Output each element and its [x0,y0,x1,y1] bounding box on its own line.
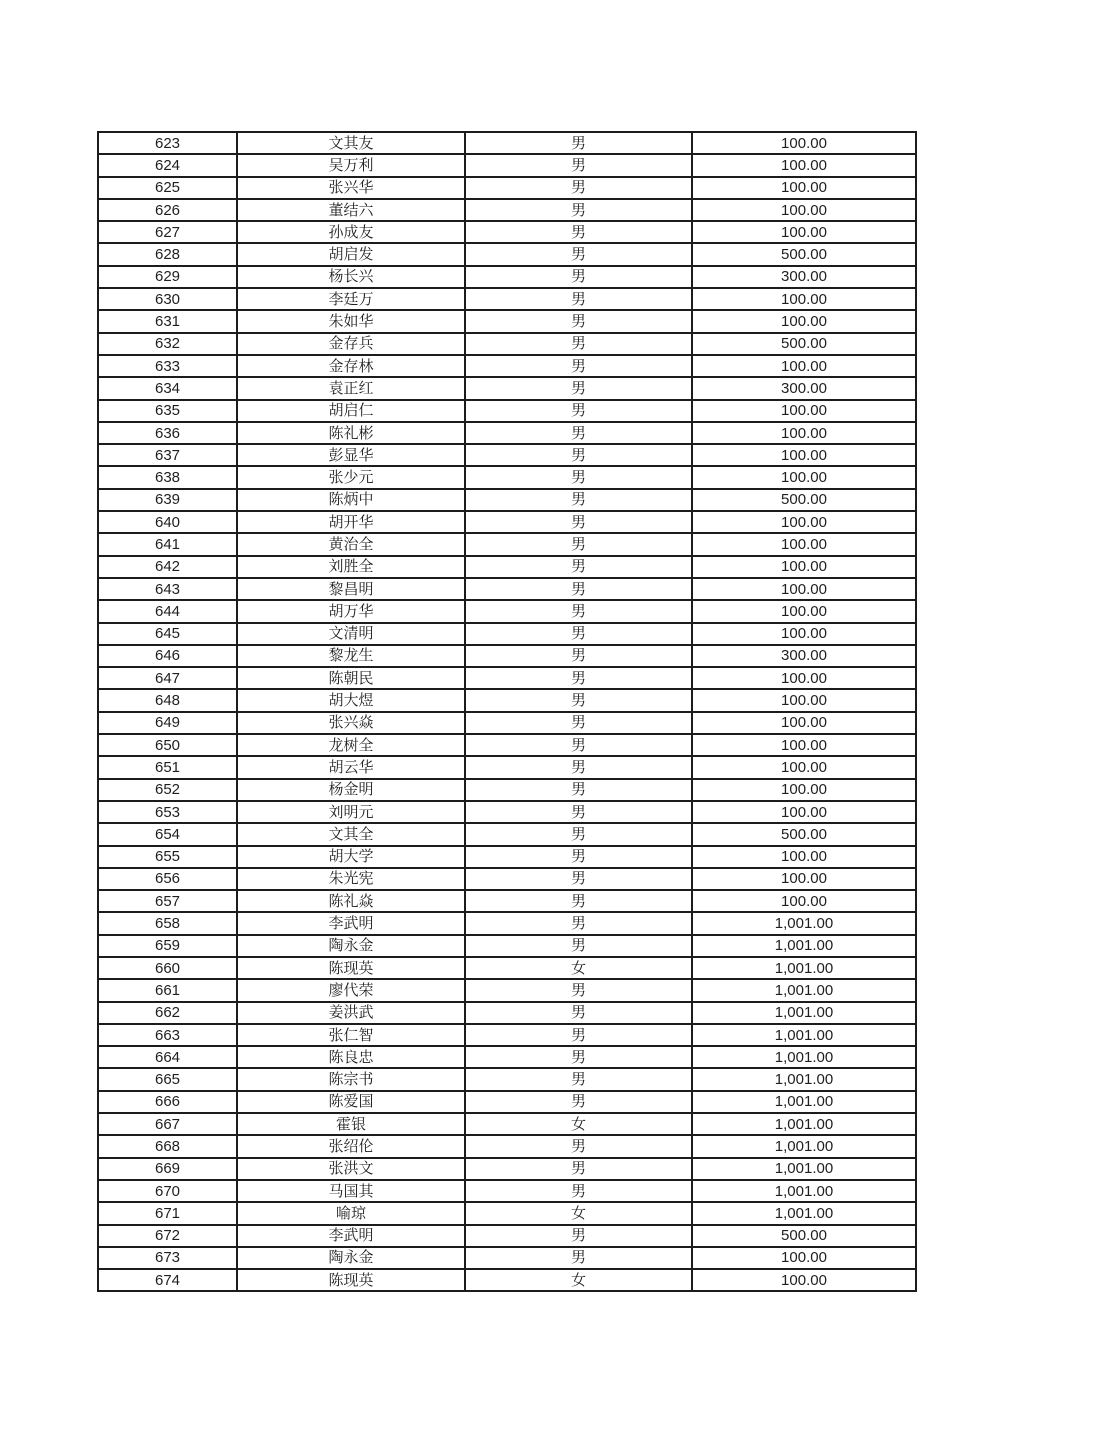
amount-cell: 1,001.00 [692,1068,916,1090]
index-cell: 629 [98,266,237,288]
name-cell: 陈礼焱 [237,890,465,912]
table-row [98,310,916,332]
gender-cell: 男 [465,533,692,555]
name-cell: 胡大学 [237,846,465,868]
gender-cell: 男 [465,868,692,890]
amount-cell: 1,001.00 [692,1180,916,1202]
name-cell: 陈良忠 [237,1046,465,1068]
gender-cell: 男 [465,199,692,221]
name-cell: 朱光宪 [237,868,465,890]
table-row [98,154,916,176]
name-cell: 陈现英 [237,1269,465,1291]
index-cell: 644 [98,600,237,622]
name-cell: 陶永金 [237,1247,465,1269]
name-cell: 李武明 [237,1225,465,1247]
amount-cell: 300.00 [692,377,916,399]
gender-cell: 男 [465,645,692,667]
index-cell: 650 [98,734,237,756]
table-row [98,400,916,422]
table-body [98,132,916,1291]
index-cell: 659 [98,935,237,957]
table-row [98,533,916,555]
gender-cell: 男 [465,221,692,243]
amount-cell: 100.00 [692,444,916,466]
index-cell: 648 [98,689,237,711]
gender-cell: 女 [465,957,692,979]
index-cell: 635 [98,400,237,422]
gender-cell: 男 [465,511,692,533]
amount-cell: 500.00 [692,823,916,845]
table-row [98,511,916,533]
amount-cell: 100.00 [692,177,916,199]
amount-cell: 100.00 [692,667,916,689]
amount-cell: 1,001.00 [692,1091,916,1113]
amount-cell: 100.00 [692,779,916,801]
table-row [98,333,916,355]
name-cell: 董结六 [237,199,465,221]
table-row [98,1002,916,1024]
index-cell: 642 [98,556,237,578]
amount-cell: 100.00 [692,890,916,912]
name-cell: 黄治全 [237,533,465,555]
gender-cell: 男 [465,132,692,154]
table-row [98,1113,916,1135]
amount-cell: 100.00 [692,868,916,890]
index-cell: 625 [98,177,237,199]
name-cell: 金存兵 [237,333,465,355]
index-cell: 662 [98,1002,237,1024]
amount-cell: 500.00 [692,489,916,511]
name-cell: 胡启发 [237,243,465,265]
name-cell: 孙成友 [237,221,465,243]
gender-cell: 男 [465,1024,692,1046]
index-cell: 628 [98,243,237,265]
gender-cell: 男 [465,890,692,912]
index-cell: 651 [98,756,237,778]
amount-cell: 100.00 [692,556,916,578]
name-cell: 陈朝民 [237,667,465,689]
table-row [98,1247,916,1269]
table-row [98,355,916,377]
amount-cell: 100.00 [692,801,916,823]
table-row [98,444,916,466]
name-cell: 廖代荣 [237,979,465,1001]
index-cell: 638 [98,466,237,488]
name-cell: 文其全 [237,823,465,845]
name-cell: 杨金明 [237,779,465,801]
amount-cell: 500.00 [692,1225,916,1247]
table-row [98,1158,916,1180]
name-cell: 霍银 [237,1113,465,1135]
name-cell: 金存林 [237,355,465,377]
name-cell: 胡云华 [237,756,465,778]
index-cell: 627 [98,221,237,243]
table-row [98,1068,916,1090]
index-cell: 654 [98,823,237,845]
name-cell: 马国其 [237,1180,465,1202]
name-cell: 陈爱国 [237,1091,465,1113]
index-cell: 656 [98,868,237,890]
index-cell: 646 [98,645,237,667]
index-cell: 674 [98,1269,237,1291]
name-cell: 张兴华 [237,177,465,199]
table-row [98,489,916,511]
gender-cell: 男 [465,823,692,845]
gender-cell: 男 [465,756,692,778]
gender-cell: 男 [465,578,692,600]
index-cell: 669 [98,1158,237,1180]
amount-cell: 1,001.00 [692,979,916,1001]
gender-cell: 男 [465,444,692,466]
index-cell: 626 [98,199,237,221]
amount-cell: 300.00 [692,645,916,667]
table-row [98,801,916,823]
table-row [98,779,916,801]
gender-cell: 男 [465,266,692,288]
index-cell: 636 [98,422,237,444]
table-row [98,556,916,578]
name-cell: 胡万华 [237,600,465,622]
table-row [98,1202,916,1224]
amount-cell: 500.00 [692,243,916,265]
name-cell: 张少元 [237,466,465,488]
amount-cell: 100.00 [692,846,916,868]
amount-cell: 1,001.00 [692,1024,916,1046]
gender-cell: 男 [465,355,692,377]
gender-cell: 男 [465,333,692,355]
index-cell: 634 [98,377,237,399]
gender-cell: 男 [465,288,692,310]
gender-cell: 男 [465,689,692,711]
name-cell: 陈宗书 [237,1068,465,1090]
name-cell: 姜洪武 [237,1002,465,1024]
gender-cell: 男 [465,1002,692,1024]
amount-cell: 1,001.00 [692,1046,916,1068]
amount-cell: 1,001.00 [692,912,916,934]
table-row [98,1225,916,1247]
amount-cell: 300.00 [692,266,916,288]
gender-cell: 男 [465,912,692,934]
name-cell: 黎昌明 [237,578,465,600]
gender-cell: 男 [465,779,692,801]
amount-cell: 100.00 [692,355,916,377]
table-row [98,578,916,600]
amount-cell: 100.00 [692,533,916,555]
name-cell: 袁正红 [237,377,465,399]
amount-cell: 100.00 [692,578,916,600]
table-row [98,957,916,979]
amount-cell: 1,001.00 [692,1202,916,1224]
gender-cell: 男 [465,1091,692,1113]
amount-cell: 100.00 [692,199,916,221]
name-cell: 胡启仁 [237,400,465,422]
index-cell: 661 [98,979,237,1001]
index-cell: 653 [98,801,237,823]
index-cell: 666 [98,1091,237,1113]
amount-cell: 100.00 [692,400,916,422]
amount-cell: 1,001.00 [692,935,916,957]
gender-cell: 男 [465,377,692,399]
index-cell: 657 [98,890,237,912]
gender-cell: 男 [465,935,692,957]
index-cell: 623 [98,132,237,154]
table-row [98,377,916,399]
name-cell: 张洪文 [237,1158,465,1180]
amount-cell: 100.00 [692,154,916,176]
name-cell: 胡开华 [237,511,465,533]
index-cell: 660 [98,957,237,979]
name-cell: 李廷万 [237,288,465,310]
table-row [98,1091,916,1113]
index-cell: 652 [98,779,237,801]
name-cell: 胡大煜 [237,689,465,711]
table-row [98,422,916,444]
name-cell: 李武明 [237,912,465,934]
gender-cell: 男 [465,556,692,578]
table-row [98,1135,916,1157]
name-cell: 朱如华 [237,310,465,332]
index-cell: 640 [98,511,237,533]
index-cell: 665 [98,1068,237,1090]
table-row [98,1024,916,1046]
amount-cell: 100.00 [692,132,916,154]
table-row [98,132,916,154]
gender-cell: 男 [465,1158,692,1180]
index-cell: 667 [98,1113,237,1135]
table-row [98,288,916,310]
gender-cell: 男 [465,310,692,332]
name-cell: 吴万利 [237,154,465,176]
table-row [98,623,916,645]
table-row [98,600,916,622]
gender-cell: 男 [465,154,692,176]
table-row [98,712,916,734]
table-row [98,689,916,711]
amount-cell: 100.00 [692,600,916,622]
gender-cell: 男 [465,1046,692,1068]
index-cell: 672 [98,1225,237,1247]
table-row [98,846,916,868]
amount-cell: 100.00 [692,734,916,756]
amount-cell: 100.00 [692,221,916,243]
table-row [98,734,916,756]
gender-cell: 男 [465,979,692,1001]
amount-cell: 500.00 [692,333,916,355]
name-cell: 龙树全 [237,734,465,756]
amount-cell: 1,001.00 [692,957,916,979]
table-row [98,667,916,689]
gender-cell: 男 [465,801,692,823]
index-cell: 645 [98,623,237,645]
index-cell: 673 [98,1247,237,1269]
table-row [98,221,916,243]
roster-table [97,131,917,1292]
index-cell: 639 [98,489,237,511]
table-row [98,199,916,221]
amount-cell: 100.00 [692,466,916,488]
gender-cell: 男 [465,400,692,422]
index-cell: 671 [98,1202,237,1224]
index-cell: 632 [98,333,237,355]
name-cell: 刘明元 [237,801,465,823]
table-row [98,177,916,199]
gender-cell: 男 [465,1247,692,1269]
table-row [98,266,916,288]
name-cell: 杨长兴 [237,266,465,288]
amount-cell: 100.00 [692,1247,916,1269]
gender-cell: 女 [465,1269,692,1291]
table-row [98,1269,916,1291]
amount-cell: 100.00 [692,288,916,310]
index-cell: 633 [98,355,237,377]
name-cell: 黎龙生 [237,645,465,667]
index-cell: 658 [98,912,237,934]
amount-cell: 100.00 [692,712,916,734]
index-cell: 641 [98,533,237,555]
amount-cell: 100.00 [692,511,916,533]
table-row [98,466,916,488]
name-cell: 彭显华 [237,444,465,466]
name-cell: 陈炳中 [237,489,465,511]
name-cell: 陈现英 [237,957,465,979]
name-cell: 张仁智 [237,1024,465,1046]
gender-cell: 男 [465,1225,692,1247]
gender-cell: 男 [465,489,692,511]
table-row [98,890,916,912]
index-cell: 637 [98,444,237,466]
index-cell: 670 [98,1180,237,1202]
name-cell: 文其友 [237,132,465,154]
index-cell: 649 [98,712,237,734]
amount-cell: 100.00 [692,310,916,332]
table-row [98,935,916,957]
index-cell: 630 [98,288,237,310]
amount-cell: 100.00 [692,756,916,778]
amount-cell: 1,001.00 [692,1113,916,1135]
index-cell: 663 [98,1024,237,1046]
gender-cell: 男 [465,1180,692,1202]
gender-cell: 男 [465,466,692,488]
index-cell: 655 [98,846,237,868]
index-cell: 647 [98,667,237,689]
gender-cell: 男 [465,177,692,199]
name-cell: 陶永金 [237,935,465,957]
gender-cell: 女 [465,1113,692,1135]
index-cell: 668 [98,1135,237,1157]
name-cell: 张绍伦 [237,1135,465,1157]
table-row [98,756,916,778]
index-cell: 664 [98,1046,237,1068]
index-cell: 624 [98,154,237,176]
table-row [98,979,916,1001]
amount-cell: 100.00 [692,623,916,645]
amount-cell: 100.00 [692,422,916,444]
gender-cell: 男 [465,422,692,444]
gender-cell: 男 [465,846,692,868]
gender-cell: 男 [465,600,692,622]
gender-cell: 男 [465,734,692,756]
name-cell: 张兴焱 [237,712,465,734]
amount-cell: 1,001.00 [692,1002,916,1024]
name-cell: 喻琼 [237,1202,465,1224]
index-cell: 643 [98,578,237,600]
index-cell: 631 [98,310,237,332]
table-row [98,645,916,667]
table-row [98,823,916,845]
amount-cell: 1,001.00 [692,1158,916,1180]
gender-cell: 男 [465,623,692,645]
amount-cell: 100.00 [692,689,916,711]
gender-cell: 男 [465,1135,692,1157]
table-row [98,1180,916,1202]
table-row [98,912,916,934]
table-row [98,1046,916,1068]
name-cell: 刘胜全 [237,556,465,578]
name-cell: 文清明 [237,623,465,645]
table-row [98,868,916,890]
name-cell: 陈礼彬 [237,422,465,444]
gender-cell: 男 [465,243,692,265]
amount-cell: 1,001.00 [692,1135,916,1157]
gender-cell: 男 [465,667,692,689]
gender-cell: 女 [465,1202,692,1224]
gender-cell: 男 [465,712,692,734]
gender-cell: 男 [465,1068,692,1090]
table-row [98,243,916,265]
amount-cell: 100.00 [692,1269,916,1291]
